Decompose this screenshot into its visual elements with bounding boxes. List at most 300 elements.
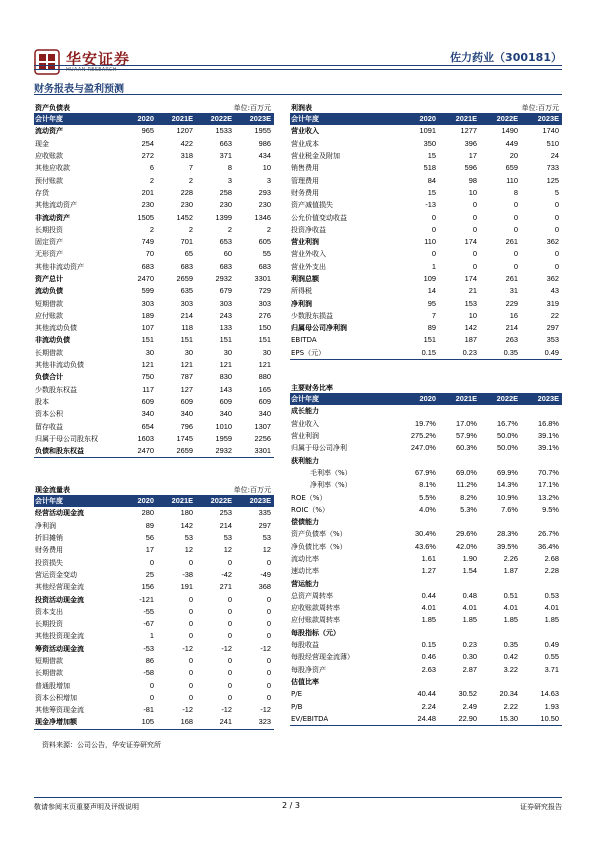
row-value: 353 — [546, 335, 559, 345]
row-value: 10.50 — [521, 713, 562, 726]
row-value: 107 — [141, 323, 154, 333]
column-header-year: 2020 — [118, 113, 157, 125]
row-value: 229 — [505, 298, 518, 308]
row-value: 319 — [546, 298, 559, 308]
row-value: 1.85 — [503, 615, 518, 625]
table-row — [290, 334, 562, 346]
row-value: 15.30 — [480, 713, 521, 726]
table-row — [34, 581, 274, 593]
column-header-year: 2023E — [521, 113, 562, 125]
table-row — [34, 187, 274, 199]
row-value: 1745 — [176, 433, 193, 443]
row-label: 投资活动现金流 — [35, 595, 84, 604]
row-value: 2932 — [196, 445, 235, 458]
row-value: 0 — [554, 212, 559, 222]
row-label: 资本支出 — [35, 607, 63, 616]
row-value: 57.9% — [456, 431, 477, 441]
row-value: 609 — [258, 396, 271, 406]
row-value: 17 — [145, 545, 154, 555]
row-value: 0 — [554, 249, 559, 259]
row-value: 371 — [219, 151, 232, 161]
row-value: 654 — [141, 421, 154, 431]
row-value: 230 — [219, 200, 232, 210]
row-value: 0 — [149, 557, 154, 567]
row-value: 2.87 — [462, 664, 477, 674]
table-row — [34, 347, 274, 359]
row-value: 0 — [554, 224, 559, 234]
row-value: 261 — [505, 237, 518, 247]
row-label: 负债和股东权益 — [34, 445, 118, 458]
stock-name: 佐力药业（300181） — [450, 51, 562, 64]
row-value: 5.3% — [460, 504, 477, 514]
row-value: 0.23 — [462, 640, 477, 650]
row-value: 396 — [464, 138, 477, 148]
row-label: 估值比率 — [291, 677, 319, 686]
row-value: 230 — [258, 200, 271, 210]
row-value: 1399 — [215, 212, 232, 222]
row-value — [480, 405, 521, 417]
row-value: 10 — [262, 163, 271, 173]
row-value: 368 — [258, 582, 271, 592]
row-value: 125 — [546, 175, 559, 185]
row-value: 247.0% — [410, 443, 436, 453]
row-value: 0 — [266, 656, 271, 665]
table-row — [34, 556, 274, 568]
row-value: -42 — [221, 569, 232, 579]
table-row — [290, 565, 562, 577]
row-value: 12 — [223, 545, 232, 555]
logo-en-text: HUAAN RESEARCH — [66, 67, 117, 73]
row-value: 8.1% — [419, 480, 436, 490]
row-value: 303 — [258, 298, 271, 308]
row-value: -12 — [260, 643, 271, 653]
row-value — [480, 676, 521, 688]
row-label: 归属母公司净利润 — [291, 324, 347, 333]
row-value: 1533 — [215, 126, 232, 136]
footer-divider — [34, 797, 562, 798]
row-value: 133 — [219, 323, 232, 333]
row-value: 143 — [219, 384, 232, 394]
table-row — [34, 371, 274, 383]
table-row — [34, 224, 274, 236]
row-value: 70.7% — [538, 467, 559, 477]
row-value: -12 — [182, 705, 193, 715]
table-row — [34, 630, 274, 642]
section-divider — [34, 94, 562, 95]
row-label: 短期借款 — [35, 657, 63, 665]
row-value — [439, 516, 480, 528]
table-row — [290, 664, 562, 676]
row-value: 1452 — [176, 212, 193, 222]
row-label: 营业外支出 — [291, 262, 326, 271]
row-value: 3 — [266, 175, 271, 185]
table-row — [290, 347, 562, 360]
column-header-year: 2020 — [398, 113, 439, 125]
row-label: 每股指标（元） — [291, 628, 340, 637]
column-header-year: 2022E — [196, 113, 235, 125]
row-value: 0 — [188, 619, 193, 629]
row-label: 每股收益 — [291, 641, 319, 650]
column-header-year: 2023E — [521, 393, 562, 405]
ratios-title: 主要财务比率 — [291, 384, 333, 392]
column-header-label: 会计年度 — [34, 495, 118, 507]
row-value — [439, 676, 480, 688]
row-value: -121 — [139, 594, 154, 604]
row-value: 796 — [180, 421, 193, 431]
row-value: 0 — [266, 668, 271, 678]
table-row — [290, 541, 562, 553]
logo-cn-text: 华安证券 — [66, 50, 131, 68]
row-value: 1.85 — [544, 615, 559, 625]
table-row — [290, 430, 562, 442]
table-row — [34, 248, 274, 260]
row-label: 现金净增加额 — [34, 716, 118, 729]
row-value: 293 — [258, 187, 271, 197]
row-value — [480, 454, 521, 466]
row-value: 189 — [141, 310, 154, 320]
row-value: 0.49 — [521, 347, 562, 360]
table-row — [34, 679, 274, 691]
row-label: 应收账款周转率 — [291, 604, 340, 613]
row-value: 8 — [513, 187, 518, 197]
row-value: 253 — [219, 508, 232, 518]
table-row — [290, 261, 562, 273]
table-row — [34, 433, 274, 445]
row-value: 701 — [180, 237, 193, 247]
row-value: 1 — [431, 261, 436, 271]
row-value: 0 — [266, 594, 271, 604]
row-value: 0 — [188, 606, 193, 616]
row-value: 0.23 — [439, 347, 480, 360]
column-header-year: 2021E — [157, 113, 196, 125]
row-value: 2 — [149, 175, 154, 185]
company-logo — [34, 47, 170, 77]
row-value — [439, 454, 480, 466]
table-row — [34, 692, 274, 704]
row-value: 0 — [227, 619, 232, 629]
row-value: 3301 — [235, 445, 274, 458]
column-header-year: 2023E — [235, 113, 274, 125]
balance-sheet-block — [34, 101, 274, 458]
balance-sheet-unit: 单位:百万元 — [233, 104, 271, 112]
row-value: 110 — [506, 175, 518, 185]
row-value — [398, 676, 439, 688]
row-label: 投资损失 — [35, 558, 63, 567]
row-value: 6 — [149, 163, 154, 173]
row-value: 0 — [227, 594, 232, 604]
row-value: 4.01 — [462, 603, 477, 613]
row-value: 0 — [431, 249, 436, 259]
row-value: 2 — [227, 224, 232, 234]
footer-disclaimer: 敬请参阅末页重要声明及评级说明 — [34, 803, 139, 811]
row-value: 24 — [550, 151, 559, 161]
table-header-row — [34, 495, 274, 507]
table-row — [290, 297, 562, 309]
row-value: 1307 — [254, 421, 271, 431]
row-value: 39.1% — [538, 431, 559, 441]
table-row — [290, 504, 562, 516]
row-label: 财务费用 — [291, 188, 319, 197]
column-header-year: 2021E — [439, 113, 480, 125]
row-value: 510 — [546, 138, 559, 148]
row-label: 存货 — [35, 188, 49, 197]
row-label: 营业利润 — [291, 432, 319, 441]
row-value: 0 — [513, 261, 518, 271]
table-row — [34, 655, 274, 667]
table-row — [290, 528, 562, 540]
row-label: 应付账款 — [35, 311, 63, 320]
page-number: 2 / 3 — [282, 801, 300, 810]
row-label: 营运能力 — [291, 579, 319, 588]
income-statement-block — [290, 101, 562, 360]
row-label: EBITDA — [291, 336, 317, 345]
row-value: 3 — [227, 175, 232, 185]
row-label: 其他经营现金流 — [35, 583, 84, 592]
row-value: 297 — [258, 520, 271, 530]
row-value: 0.44 — [421, 590, 436, 600]
row-value — [480, 577, 521, 589]
row-value: 449 — [505, 138, 518, 148]
table-row — [290, 713, 562, 726]
row-value: 69.9% — [497, 467, 518, 477]
row-label: 其他流动负债 — [35, 324, 77, 333]
cash-flow-unit: 单位:百万元 — [233, 486, 271, 494]
row-value: 70 — [145, 249, 154, 259]
row-label: 固定资产 — [35, 238, 63, 247]
row-value: 340 — [180, 409, 193, 419]
row-value: 201 — [141, 187, 154, 197]
row-value: 303 — [141, 298, 154, 308]
row-label: 利润总额 — [291, 275, 319, 283]
row-value: 1490 — [501, 126, 518, 136]
table-row — [290, 516, 562, 528]
row-value: 362 — [546, 274, 559, 283]
row-value: 0 — [188, 594, 193, 604]
row-value: 7 — [431, 310, 436, 320]
balance-sheet-title: 资产负债表 — [35, 104, 70, 112]
table-row — [34, 297, 274, 309]
column-header-year: 2021E — [439, 393, 480, 405]
row-value: 683 — [141, 261, 154, 271]
row-value: -38 — [182, 569, 193, 579]
row-value: 110 — [424, 237, 436, 247]
row-value: 733 — [546, 163, 559, 173]
table-row — [34, 569, 274, 581]
row-value: 151 — [141, 335, 154, 345]
row-value: 5.5% — [419, 492, 436, 502]
row-value: 151 — [423, 335, 436, 345]
row-value: 11.2% — [456, 480, 477, 490]
table-row — [34, 408, 274, 420]
row-value: 142 — [180, 520, 193, 530]
table-row — [290, 174, 562, 186]
row-value: 2.49 — [462, 701, 477, 711]
row-value — [521, 454, 562, 466]
row-value: 121 — [180, 360, 193, 370]
table-row — [290, 199, 562, 211]
row-value: 1955 — [254, 126, 271, 136]
row-value: 151 — [258, 335, 271, 345]
table-row — [290, 405, 562, 417]
row-value: 2659 — [176, 274, 193, 283]
row-value: 350 — [423, 138, 436, 148]
row-value: 596 — [464, 163, 477, 173]
balance-sheet-table — [34, 113, 274, 458]
table-row — [34, 396, 274, 408]
row-value: 241 — [196, 716, 235, 729]
row-value: 335 — [258, 508, 271, 518]
row-value: 43.6% — [415, 541, 436, 551]
row-label: 流动比率 — [291, 555, 319, 563]
row-value: 729 — [258, 286, 271, 296]
row-label: 营业成本 — [291, 139, 319, 148]
row-value: 121 — [258, 360, 271, 370]
row-value: 31 — [509, 286, 518, 296]
row-value: 10 — [468, 310, 477, 320]
row-value: 2.28 — [544, 566, 559, 576]
row-value: 340 — [258, 409, 271, 419]
header-divider-thin — [34, 69, 562, 70]
row-value: -49 — [260, 569, 271, 579]
row-value: 0 — [266, 692, 271, 702]
cash-flow-block — [34, 483, 274, 730]
row-value: 214 — [180, 310, 193, 320]
row-value: 1207 — [176, 126, 193, 136]
row-value: 635 — [180, 286, 193, 296]
row-label: 营业外收入 — [291, 250, 326, 259]
row-value: 16 — [509, 310, 518, 320]
row-value: 25 — [145, 569, 154, 579]
row-value: 2 — [266, 224, 271, 234]
row-value: 653 — [219, 237, 232, 247]
row-value: 0 — [188, 668, 193, 678]
row-value: 243 — [219, 310, 232, 320]
ratios-header — [290, 381, 562, 393]
table-row — [34, 667, 274, 679]
table-row — [34, 716, 274, 729]
row-label: ROIC（%） — [291, 505, 329, 514]
row-value: 1740 — [542, 126, 559, 136]
row-value: 362 — [546, 237, 559, 247]
table-row — [34, 384, 274, 396]
row-value: 89 — [145, 520, 154, 530]
row-value: 1.27 — [421, 566, 436, 576]
row-label: 速动比率 — [291, 567, 319, 576]
table-row — [34, 359, 274, 371]
column-header-year: 2022E — [196, 495, 235, 507]
row-value: 86 — [145, 656, 154, 665]
row-value — [398, 405, 439, 417]
row-value: 263 — [505, 335, 518, 345]
row-value: 174 — [464, 274, 477, 283]
row-value: 1.87 — [503, 566, 518, 576]
row-label: 偿债能力 — [291, 518, 319, 527]
row-value: 0.15 — [421, 640, 436, 650]
row-value: -53 — [143, 643, 154, 653]
row-value: 191 — [180, 582, 193, 592]
row-value: 230 — [141, 200, 154, 210]
row-value: 4.01 — [503, 603, 518, 613]
column-header-year: 2020 — [398, 393, 439, 405]
row-value: 121 — [141, 360, 154, 370]
row-value: 2 — [149, 224, 154, 234]
row-label: 流动资产 — [35, 127, 63, 136]
table-row — [34, 261, 274, 273]
row-value: 53 — [184, 533, 193, 543]
row-label: 归属于母公司股东权 — [35, 434, 98, 443]
table-row — [290, 162, 562, 174]
row-value: 1505 — [137, 212, 154, 222]
row-label: 留存收益 — [35, 422, 63, 431]
row-value: 12 — [184, 545, 193, 555]
balance-sheet-header — [34, 101, 274, 113]
row-label: 其他筹资现金流 — [35, 706, 84, 715]
row-label: 资产负债率（%） — [291, 530, 347, 539]
row-value: -58 — [143, 668, 154, 678]
column-header-label: 会计年度 — [290, 393, 398, 405]
row-value: 2 — [188, 224, 193, 234]
row-label: 财务费用 — [35, 546, 63, 555]
row-value: 30 — [262, 347, 271, 357]
row-value: 659 — [505, 163, 518, 173]
row-value: 20 — [509, 151, 518, 161]
table-row — [34, 704, 274, 716]
row-value: 0 — [554, 200, 559, 210]
row-value: 609 — [141, 396, 154, 406]
row-value: 1959 — [215, 433, 232, 443]
ratios-table — [290, 393, 562, 726]
logo-emblem-icon — [34, 49, 60, 75]
table-row — [34, 643, 274, 655]
row-label: 归属于母公司净利 — [291, 444, 347, 453]
row-value: 272 — [141, 151, 154, 161]
table-row — [34, 211, 274, 223]
table-row — [290, 553, 562, 565]
row-value: 0 — [149, 680, 154, 690]
row-value: 0.46 — [421, 652, 436, 662]
table-row — [34, 593, 274, 605]
table-row — [34, 618, 274, 630]
row-value: 1.61 — [421, 554, 436, 563]
row-value: 609 — [180, 396, 193, 406]
row-value: 0 — [472, 212, 477, 222]
row-label: 负债合计 — [35, 373, 63, 382]
row-value: 60 — [223, 249, 232, 259]
row-value: 9.5% — [542, 504, 559, 514]
row-label: 其他投资现金流 — [35, 632, 84, 641]
row-value: 150 — [258, 323, 271, 333]
data-source-note: 资料来源：公司公告，华安证券研究所 — [42, 741, 161, 749]
row-value: 2.63 — [421, 664, 436, 674]
row-value: 151 — [180, 335, 193, 345]
table-row — [290, 310, 562, 322]
row-value — [398, 516, 439, 528]
row-value: 880 — [258, 372, 271, 382]
column-header-year: 2020 — [118, 495, 157, 507]
row-label: 无形资产 — [35, 250, 63, 259]
row-value: 2932 — [215, 274, 232, 283]
row-value: 1603 — [137, 433, 154, 443]
row-value: 787 — [180, 372, 193, 382]
row-value: 26.7% — [538, 529, 559, 539]
table-row — [34, 150, 274, 162]
section-title: 财务报表与盈利预测 — [34, 84, 124, 95]
row-value: 117 — [142, 384, 154, 394]
row-value: 55 — [262, 249, 271, 259]
row-label: 预付账款 — [35, 176, 63, 185]
table-row — [290, 614, 562, 626]
row-value: 3.71 — [544, 664, 559, 674]
